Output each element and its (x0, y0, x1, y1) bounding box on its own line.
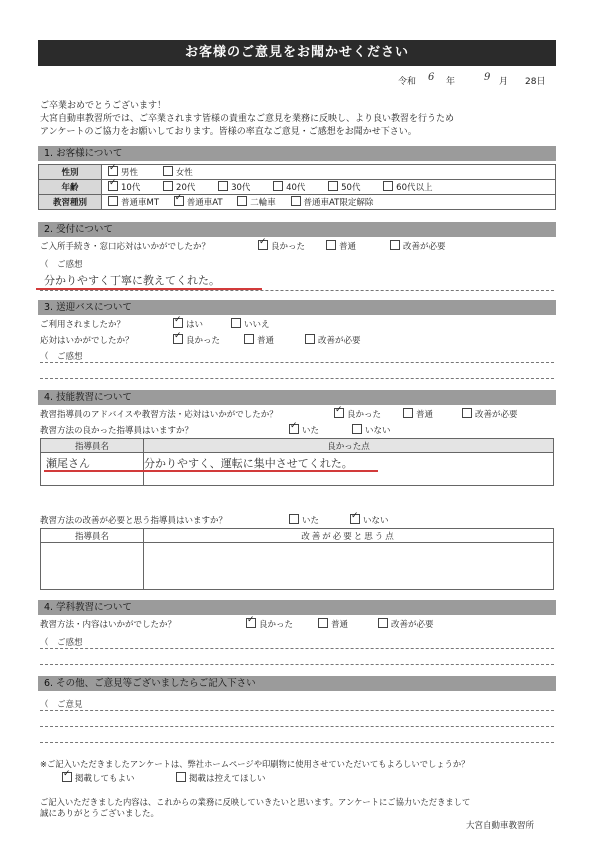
lecture-line-2 (40, 664, 554, 665)
good-instructor-yes-label: いた (302, 426, 320, 436)
bus-yes-label: はい (186, 320, 204, 330)
option-motorcycle-label: 二輪車 (250, 198, 276, 208)
checkbox-consent-no[interactable] (176, 772, 186, 782)
gender-options (102, 165, 556, 180)
good-instructor-underline (44, 470, 378, 472)
age-options (102, 180, 556, 195)
bus-comment-label: ご感想 (57, 352, 83, 362)
intro-line-3: アンケートのご協力をお願いしております。皆様の率直なご意見・ご感想をお聞かせ下さい。 (40, 127, 417, 137)
checkbox-bus-no[interactable] (231, 318, 241, 328)
intro-line-2: 大宮自動車教習所では、ご卒業されます皆様の貴重なご意見を業務に反映し、より良い教習を行うため (40, 114, 455, 124)
good-instructor-point: 分かりやすく、運転に集中させてくれた。 (144, 457, 353, 470)
consent-question: ※ご記入いただきましたアンケートは、弊社ホームページや印刷物に使用させていただいてもよろしいでしょうか？ (40, 759, 470, 769)
option-40s-label: 40代 (286, 183, 306, 193)
footer-line-2: 誠にありがとうございました。 (40, 809, 160, 819)
section-reception: 2. 受付について (38, 222, 556, 237)
reception-improve-label: 改善が必要 (403, 242, 446, 252)
date-day: 28日 (525, 77, 546, 87)
age-row (39, 180, 556, 195)
checkbox-bus-improve[interactable] (305, 334, 315, 344)
date-era: 令和 (398, 77, 417, 87)
course-options (102, 195, 556, 210)
good-instructor-question: 教習方法の良かった指導員はいますか？ (40, 426, 194, 436)
checkbox-10s[interactable] (108, 181, 118, 191)
other-line-3 (40, 742, 554, 743)
checkbox-reception-good[interactable] (258, 240, 268, 250)
good-table-col-name: 指導員名 (41, 439, 144, 453)
bus-normal-label: 普通 (257, 336, 275, 346)
bus-improve-label: 改善が必要 (318, 336, 361, 346)
lecture-comment-label: ご感想 (57, 638, 83, 648)
reception-good-label: 良かった (271, 242, 306, 252)
lecture-line-1 (40, 648, 554, 649)
checkbox-motorcycle[interactable] (237, 196, 247, 206)
checkbox-bus-good[interactable] (173, 334, 183, 344)
consent-no-label: 掲載は控えてほしい (189, 774, 266, 784)
gender-head: 性別 (39, 165, 102, 180)
checkbox-consent-yes[interactable] (62, 772, 72, 782)
option-50s-label: 50代 (341, 183, 361, 193)
age-head: 年齢 (39, 180, 102, 195)
checkbox-driving-improve[interactable] (462, 408, 472, 418)
reception-question: ご入所手続き・窓口応対はいかがでしたか？ (40, 242, 211, 252)
bus-line-1 (40, 362, 554, 363)
checkbox-female[interactable] (163, 166, 173, 176)
checkbox-bus-normal[interactable] (244, 334, 254, 344)
checkbox-bus-yes[interactable] (173, 318, 183, 328)
other-line-1 (40, 710, 554, 711)
option-30s-label: 30代 (231, 183, 251, 193)
checkbox-60s-plus[interactable] (383, 181, 393, 191)
lecture-normal-label: 普通 (331, 620, 349, 630)
section-bus: 3. 送迎バスについて (38, 300, 556, 315)
lecture-improve-label: 改善が必要 (391, 620, 434, 630)
bus-good-label: 良かった (186, 336, 221, 346)
checkbox-at-removal[interactable] (291, 196, 301, 206)
driving-improve-label: 改善が必要 (475, 410, 518, 420)
footer-org: 大宮自動車教習所 (466, 821, 535, 831)
course-head: 教習種別 (39, 195, 102, 210)
other-comment-label: ご意見 (57, 700, 83, 710)
checkbox-driving-normal[interactable] (403, 408, 413, 418)
improve-instructor-table (40, 528, 554, 590)
checkbox-lecture-good[interactable] (246, 618, 256, 628)
lecture-good-label: 良かった (259, 620, 294, 630)
checkbox-good-instructor-no[interactable] (352, 424, 362, 434)
checkbox-good-instructor-yes[interactable] (289, 424, 299, 434)
checkbox-30s[interactable] (218, 181, 228, 191)
date-month: 9 (484, 72, 491, 83)
customer-table (38, 164, 556, 210)
improve-table-col-name: 指導員名 (41, 529, 144, 543)
checkbox-at[interactable] (174, 196, 184, 206)
option-10s-label: 10代 (121, 183, 141, 193)
consent-yes-label: 掲載してもよい (75, 774, 135, 784)
improve-table-point-cell (144, 543, 554, 590)
footer-line-1: ご記入いただきました内容は、これからの業務に反映していきたいと思います。アンケートにご協力いただきまして (40, 797, 471, 807)
checkbox-improve-instructor-yes[interactable] (289, 514, 299, 524)
other-line-2 (40, 726, 554, 727)
option-male-label: 男性 (121, 168, 139, 178)
improve-table-name-cell (41, 543, 144, 590)
bus-use-question: ご利用されましたか？ (40, 320, 126, 330)
course-row (39, 195, 556, 210)
checkbox-40s[interactable] (273, 181, 283, 191)
checkbox-reception-normal[interactable] (326, 240, 336, 250)
option-female-label: 女性 (175, 168, 193, 178)
improve-table-col-point: 改善が必要と思う点 (144, 529, 554, 543)
checkbox-reception-improve[interactable] (390, 240, 400, 250)
checkbox-50s[interactable] (328, 181, 338, 191)
good-instructor-name: 瀬尾さん (46, 457, 90, 470)
driving-advice-question: 教習指導員のアドバイスや教習方法・応対はいかがでしたか？ (40, 410, 278, 420)
driving-good-label: 良かった (347, 410, 382, 420)
checkbox-20s[interactable] (163, 181, 173, 191)
checkbox-lecture-improve[interactable] (378, 618, 388, 628)
option-20s-label: 20代 (176, 183, 196, 193)
good-instructor-no-label: いない (365, 426, 391, 436)
intro-line-1: ご卒業おめでとうございます！ (40, 101, 167, 111)
option-mt-label: 普通車MT (121, 198, 160, 208)
driving-normal-label: 普通 (416, 410, 434, 420)
date-year-unit: 年 (446, 77, 456, 87)
date-month-unit: 月 (499, 77, 509, 87)
checkbox-driving-good[interactable] (334, 408, 344, 418)
option-at-label: 普通車AT (186, 198, 223, 208)
reception-normal-label: 普通 (339, 242, 357, 252)
checkbox-male[interactable] (108, 166, 118, 176)
section-other: 6. その他、ご意見等ございましたらご記入下さい (38, 676, 556, 691)
checkbox-mt[interactable] (108, 196, 118, 206)
option-at-removal-label: 普通車AT限定解除 (303, 198, 374, 208)
bus-line-2 (40, 378, 554, 379)
bus-no-label: いいえ (244, 320, 270, 330)
good-table-col-point: 良かった点 (144, 439, 554, 453)
improve-instructor-yes-label: いた (302, 516, 320, 526)
reception-line-1 (40, 290, 554, 291)
checkbox-lecture-normal[interactable] (318, 618, 328, 628)
survey-title: お客様のご意見をお聞かせください (38, 40, 556, 66)
section-customer: 1. お客様について (38, 146, 556, 161)
section-driving: 4. 技能教習について (38, 390, 556, 405)
reception-comment: 分かりやすく丁寧に教えてくれた。 (44, 274, 220, 287)
reception-comment-label: ご感想 (57, 260, 83, 270)
checkbox-improve-instructor-no[interactable] (350, 514, 360, 524)
option-60s-plus-label: 60代以上 (396, 183, 433, 193)
improve-instructor-no-label: いない (363, 516, 389, 526)
section-lecture: 4. 学科教習について (38, 600, 556, 615)
lecture-question: 教習方法・内容はいかがでしたか？ (40, 620, 177, 630)
date-year: 6 (428, 72, 435, 83)
bus-service-question: 応対はいかがでしたか？ (40, 336, 134, 346)
improve-instructor-question: 教習方法の改善が必要と思う指導員はいますか？ (40, 516, 228, 526)
